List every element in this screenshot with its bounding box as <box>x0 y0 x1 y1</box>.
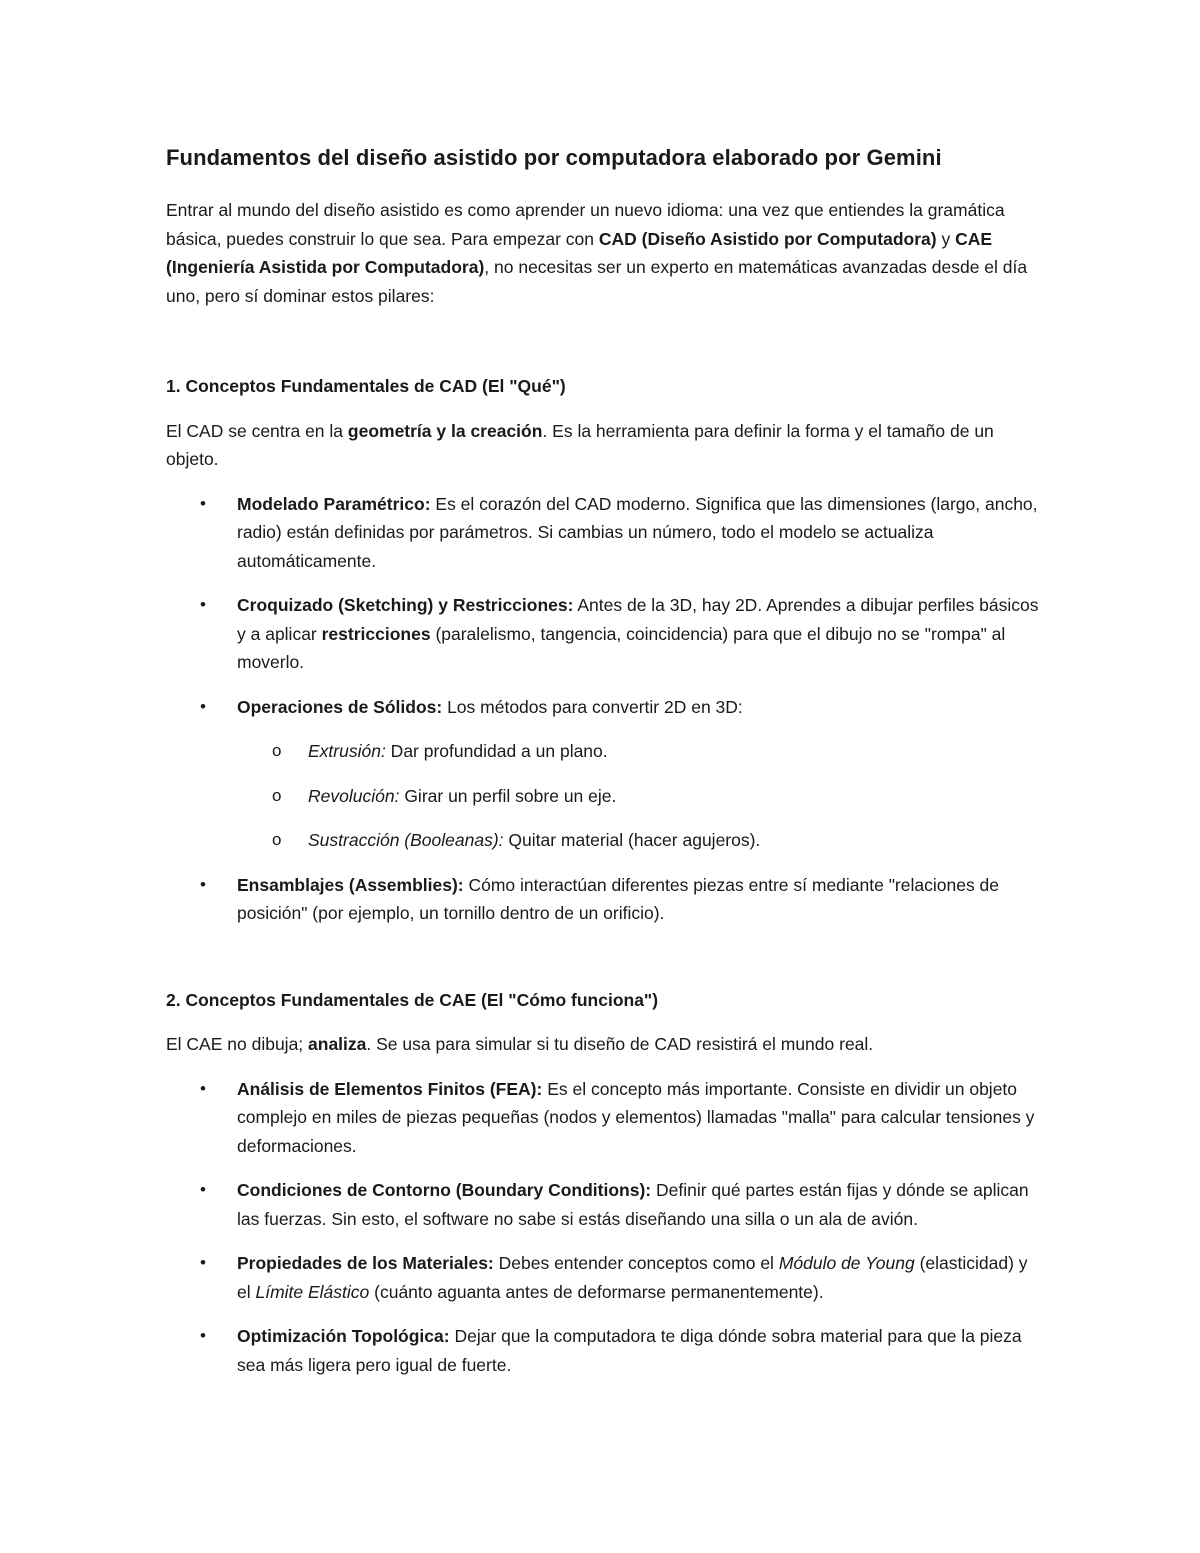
intro-text-1: Entrar al mundo del diseño asistido es como aprender un nuevo idioma: una vez que entiendes la gramática básica, puedes construir lo que sea. Para empezar con <box>166 200 1005 249</box>
bullet-icon: • <box>200 1078 206 1098</box>
list-item-condiciones <box>166 1176 1046 1233</box>
bullet-icon: • <box>200 1253 206 1272</box>
list-item-term: Operaciones de Sólidos: <box>237 696 443 717</box>
sub-list-item-term: Extrusión: <box>308 741 386 761</box>
sub-list-item-text: Dar profundidad a un plano. <box>385 741 608 761</box>
list-item-modelado <box>166 490 1046 576</box>
intro-text-3: , no necesitas ser un experto en matemáticas avanzadas desde el día uno, pero sí dominar estos pilares: <box>166 257 1028 306</box>
list-item-text: Es el concepto más importante. Consiste en dividir un objeto complejo en miles de piezas pequeñas (nodos y elementos) llamadas "malla" para calcular tensiones y deformaciones. <box>237 1078 1035 1156</box>
list-item-text: Dejar que la computadora te diga dónde sobra material para que la pieza sea más ligera pero igual de fuerte. <box>237 1326 1022 1375</box>
list-item-term: Análisis de Elementos Finitos (FEA): <box>237 1078 543 1099</box>
bullet-icon: • <box>200 696 206 716</box>
section-2-intro-text-1: El CAE no dibuja; <box>166 1034 309 1054</box>
list-item-operaciones <box>166 693 1046 855</box>
section-1-intro-text-2: . Es la herramienta para definir la forma y el tamaño de un objeto. <box>166 420 994 469</box>
intro-bold-cad: CAD (Diseño Asistido por Computadora) <box>598 228 937 249</box>
section-1-intro <box>166 417 1046 474</box>
list-item-text: Antes de la 3D, hay 2D. Aprendes a dibujar perfiles básicos y a aplicar <box>237 595 1039 644</box>
list-item-text: (elasticidad) y el <box>237 1253 1028 1302</box>
list-item-term: Propiedades de los Materiales: <box>237 1253 494 1273</box>
list-item-term: Ensamblajes (Assemblies): <box>237 874 464 895</box>
sub-list-item-extrusion <box>237 737 1046 766</box>
section-1-list <box>166 490 1046 928</box>
section-1-intro-bold: geometría y la creación <box>347 420 543 441</box>
section-2-list <box>166 1075 1046 1380</box>
list-item-text: Cómo interactúan diferentes piezas entre sí mediante "relaciones de posición" (por ejemplo, un tornillo dentro de un orificio). <box>237 874 1000 923</box>
section-2-intro-text-2: . Se usa para simular si tu diseño de CAD resistirá el mundo real. <box>366 1034 874 1054</box>
list-item-text: Debes entender conceptos como el <box>493 1253 779 1273</box>
section-1-intro-text-1: El CAD se centra en la <box>166 420 348 441</box>
bullet-icon: • <box>200 874 206 894</box>
sub-list-item-sustraccion <box>237 826 1046 855</box>
list-item-fea <box>166 1075 1046 1161</box>
sub-list-item-term: Sustracción (Booleanas): <box>308 830 504 850</box>
list-item-ensamblajes <box>166 871 1046 928</box>
list-item-text: Definir qué partes están fijas y dónde se aplican las fuerzas. Sin esto, el software no sabe si estás diseñando una silla o un ala de avión. <box>237 1180 1029 1229</box>
circle-bullet-icon: o <box>272 741 282 760</box>
section-2-intro-bold: analiza <box>308 1034 367 1054</box>
list-item-text: Es el corazón del CAD moderno. Significa que las dimensiones (largo, ancho, radio) están definidas por parámetros. Si cambias un número, todo el modelo se actualiza automáticamente. <box>237 493 1038 571</box>
section-1-heading: 1. Conceptos Fundamentales de CAD (El "Qué") <box>166 376 566 396</box>
sub-list-item-text: Girar un perfil sobre un eje. <box>399 785 617 806</box>
bullet-icon: • <box>200 493 206 513</box>
sub-list <box>237 737 1046 855</box>
list-item-term: Condiciones de Contorno (Boundary Conditions): <box>237 1180 652 1200</box>
bullet-icon: • <box>200 1326 206 1345</box>
circle-bullet-icon: o <box>272 830 282 849</box>
section-2-intro <box>166 1030 1046 1059</box>
intro-text-2: y <box>936 228 956 249</box>
list-item-text: (paralelismo, tangencia, coincidencia) para que el dibujo no se "rompa" al moverlo. <box>237 623 1006 672</box>
list-item-bold: restricciones <box>321 623 431 644</box>
list-item-term: Optimización Topológica: <box>237 1326 450 1346</box>
intro-bold-cae: CAE (Ingeniería Asistida por Computadora) <box>166 228 993 277</box>
list-item-text: (cuánto aguanta antes de deformarse permanentemente). <box>369 1281 824 1302</box>
document-page <box>166 140 1046 1395</box>
document-title: Fundamentos del diseño asistido por computadora elaborado por Gemini <box>166 145 942 170</box>
list-item-term: Croquizado (Sketching) y Restricciones: <box>237 595 574 615</box>
list-item-text: Los métodos para convertir 2D en 3D: <box>442 696 743 717</box>
intro-paragraph <box>166 196 1046 310</box>
bullet-icon: • <box>200 1180 206 1199</box>
circle-bullet-icon: o <box>272 785 282 805</box>
list-item-italic: Módulo de Young <box>778 1253 915 1273</box>
list-item-optimizacion <box>166 1322 1046 1379</box>
sub-list-item-revolucion <box>237 782 1046 811</box>
sub-list-item-text: Quitar material (hacer agujeros). <box>503 830 761 850</box>
list-item-propiedades <box>166 1249 1046 1306</box>
list-item-term: Modelado Paramétrico: <box>237 493 431 514</box>
list-item-croquizado <box>166 591 1046 677</box>
sub-list-item-term: Revolución: <box>308 785 400 806</box>
section-2-heading: 2. Conceptos Fundamentales de CAE (El "Cómo funciona") <box>166 989 659 1010</box>
list-item-italic: Límite Elástico <box>255 1281 370 1302</box>
bullet-icon: • <box>200 595 206 614</box>
